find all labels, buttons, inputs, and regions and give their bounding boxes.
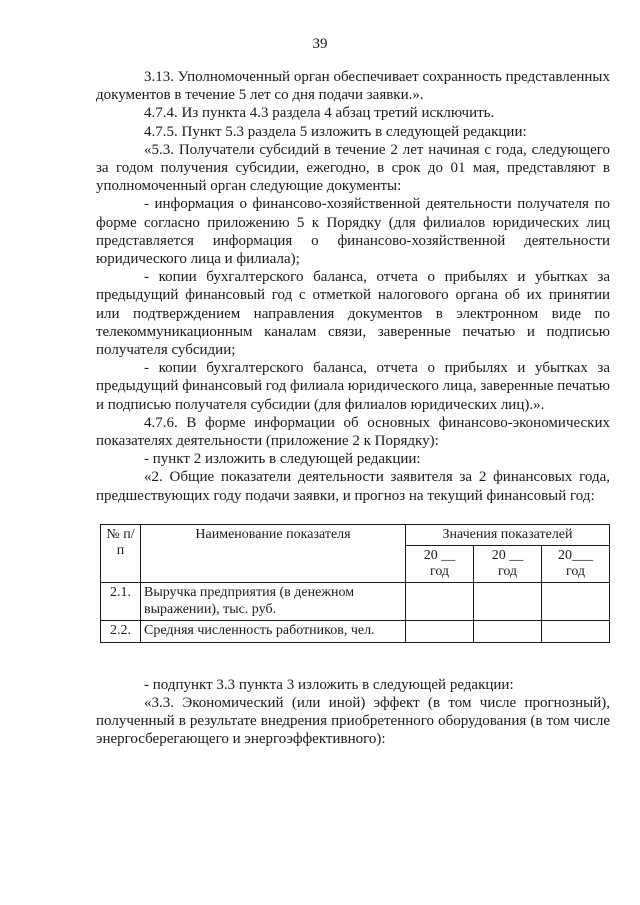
row-indicator-name: Средняя численность работников, чел. [141, 621, 406, 643]
row-number: 2.1. [101, 583, 141, 621]
row-value-empty [542, 621, 610, 643]
header-year-2 [474, 546, 542, 583]
table-row [101, 583, 610, 621]
year-3-top: 20___ [558, 548, 593, 564]
row-value-empty [474, 583, 542, 621]
page-number: 39 [312, 36, 328, 52]
paragraph-subitem-3-3-edit: - подпункт 3.3 пункта 3 изложить в следующей редакции: [144, 676, 514, 693]
paragraph-5-3: «5.3. Получатели субсидий в течение 2 лет начиная с года, следующего за годом получения субсидии, ежегодно, в срок до 01 мая, представляют в уполномоченный орган следующие документы: [96, 141, 610, 195]
header-indicator-name: Наименование показателя [141, 524, 406, 583]
row-value-empty [474, 621, 542, 643]
row-indicator-name: Выручка предприятия (в денежном выражении), тыс. руб. [141, 583, 406, 621]
paragraph-3-13: 3.13. Уполномоченный орган обеспечивает сохранность представленных документов в течение 5 лет со дня подачи заявки.». [96, 69, 610, 104]
paragraph-4-7-5: 4.7.5. Пункт 5.3 раздела 5 изложить в следующей редакции: [144, 123, 527, 140]
year-3-bottom: год [565, 564, 586, 580]
year-2-bottom: год [497, 564, 518, 580]
indicators-table-wrap [100, 524, 610, 643]
header-year-3 [542, 546, 610, 583]
paragraph-item-2-text: «2. Общие показатели деятельности заявителя за 2 финансовых года, предшествующих году подачи заявки, и прогноз на текущий финансовый год: [96, 469, 610, 504]
indicators-table [100, 524, 610, 643]
header-year-1 [406, 546, 474, 583]
document-body [96, 68, 610, 749]
header-indicator-values: Значения показателей [406, 524, 610, 546]
row-number: 2.2. [101, 621, 141, 643]
row-value-empty [542, 583, 610, 621]
header-number: № п/п [101, 524, 141, 583]
year-2-top: 20 __ [491, 548, 524, 564]
list-item-balance-copies: - копии бухгалтерского баланса, отчета о прибылях и убытках за предыдущий финансовый год с отметкой налогового органа об их принятии или подтверждением направления документов в электронном виде по телекоммуникационным каналам связи, заверенные печатью и подписью получателя субсидии; [96, 269, 610, 359]
paragraph-item-2-edit: - пункт 2 изложить в следующей редакции: [144, 451, 421, 468]
year-1-bottom: год [429, 564, 450, 580]
row-value-empty [406, 583, 474, 621]
paragraph-4-7-6: 4.7.6. В форме информации об основных финансово-экономических показателях деятельности (приложение 2 к Порядку): [96, 414, 610, 450]
list-item-info: - информация о финансово-хозяйственной деятельности получателя по форме согласно приложению 5 к Порядку (для филиалов юридических лиц представляется информация о финансово-хозяйственной деятельности юридического лица и филиала); [96, 196, 610, 268]
table-row [101, 621, 610, 643]
paragraph-4-7-4: 4.7.4. Из пункта 4.3 раздела 4 абзац третий исключить. [144, 105, 495, 122]
list-item-branch-balance-copies: - копии бухгалтерского баланса, отчета о прибылях и убытках за предыдущий финансовый год филиала юридического лица, заверенные печатью и подписью получателя субсидии (для филиалов юридических лиц).». [96, 360, 610, 413]
paragraph-subitem-3-3-text: «3.3. Экономический (или иной) эффект (в том числе прогнозный), полученный в результате внедрения приобретенного оборудования (в том числе энергосберегающего и энергоэффективного): [96, 695, 610, 748]
row-value-empty [406, 621, 474, 643]
year-1-top: 20 __ [423, 548, 456, 564]
